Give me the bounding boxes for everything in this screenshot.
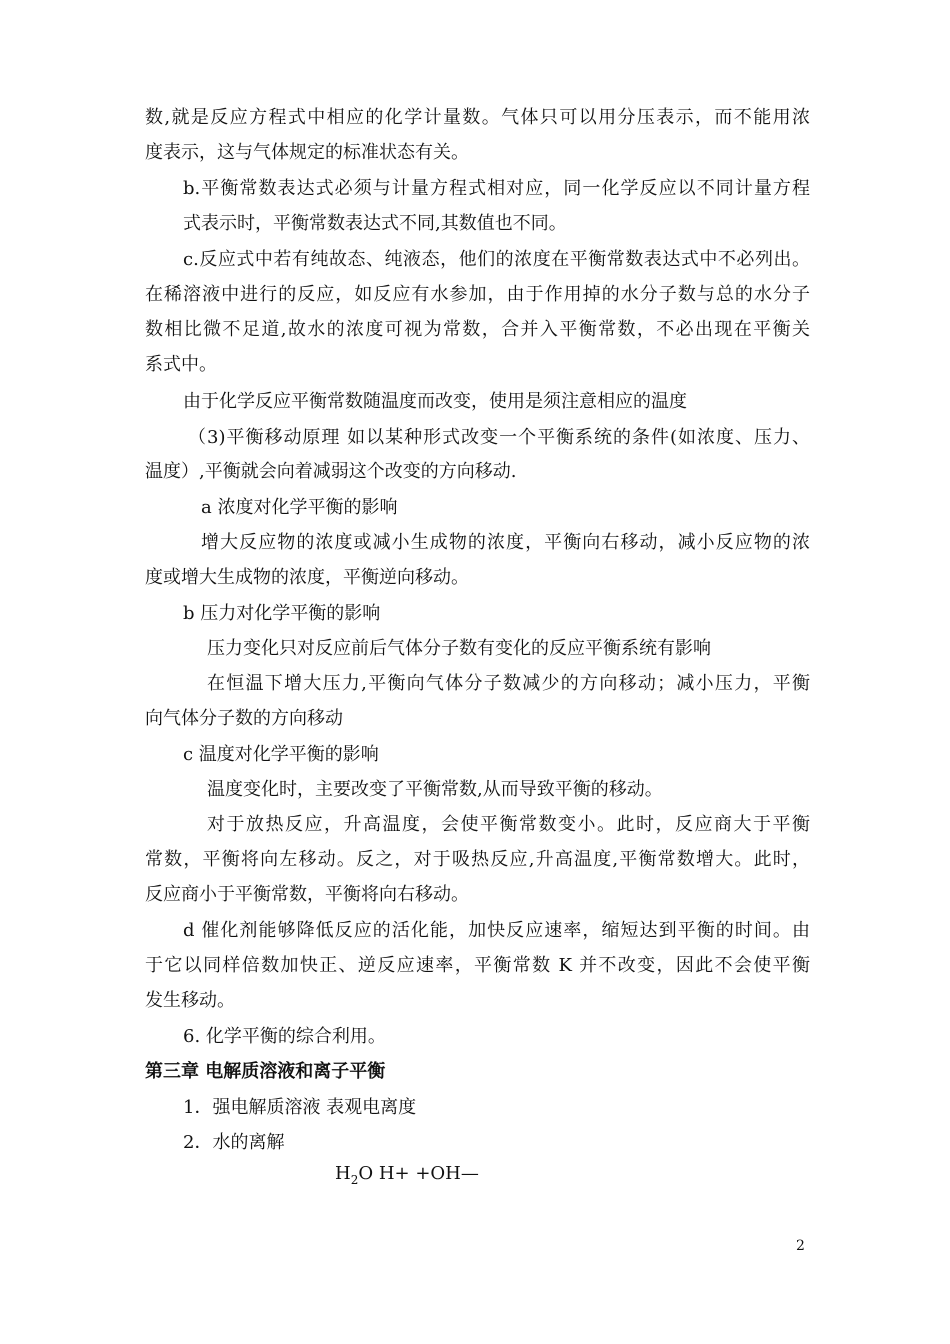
text-line: 由于化学反应平衡常数随温度而改变，使用是须注意相应的温度 bbox=[183, 391, 687, 412]
chapter-heading: 第三章 电解质溶液和离子平衡 bbox=[145, 1061, 386, 1082]
equation-subscript: 2 bbox=[350, 1173, 359, 1187]
text-line: 6. 化学平衡的综合利用。 bbox=[183, 1026, 386, 1047]
text-line: 式表示时，平衡常数表达式不同,其数值也不同。 bbox=[183, 213, 567, 234]
text-line: 在稀溶液中进行的反应，如反应有水参加，由于作用掉的水分子数与总的水分子 bbox=[145, 284, 810, 305]
text-line: 向气体分子数的方向移动 bbox=[145, 708, 343, 729]
water-dissociation-equation bbox=[335, 1162, 479, 1186]
text-line: 在恒温下增大压力,平衡向气体分子数减少的方向移动；减小压力，平衡 bbox=[207, 673, 810, 694]
text-line: 数,就是反应方程式中相应的化学计量数。气体只可以用分压表示，而不能用浓 bbox=[145, 107, 810, 128]
text-line: b 压力对化学平衡的影响 bbox=[183, 603, 381, 624]
text-line: c.反应式中若有纯故态、纯液态，他们的浓度在平衡常数表达式中不必列出。 bbox=[183, 249, 810, 270]
text-line: c 温度对化学平衡的影响 bbox=[183, 744, 379, 765]
text-line: 度表示，这与气体规定的标准状态有关。 bbox=[145, 142, 469, 163]
text-line: 发生移动。 bbox=[145, 990, 235, 1011]
text-line: （3)平衡移动原理 如以某种形式改变一个平衡系统的条件(如浓度、压力、 bbox=[188, 427, 810, 448]
text-line: a 浓度对化学平衡的影响 bbox=[201, 497, 398, 518]
text-line: 2．水的离解 bbox=[183, 1132, 285, 1153]
text-line: 于它以同样倍数加快正、逆反应速率，平衡常数 K 并不改变，因此不会使平衡 bbox=[145, 955, 810, 976]
text-line: 数相比微不足道,故水的浓度可视为常数，合并入平衡常数，不必出现在平衡关 bbox=[145, 319, 810, 340]
text-line: 增大反应物的浓度或减小生成物的浓度，平衡向右移动，减小反应物的浓 bbox=[201, 532, 810, 553]
text-line: 温度变化时，主要改变了平衡常数,从而导致平衡的移动。 bbox=[207, 779, 663, 800]
equation-rest: O H+ +OH— bbox=[358, 1163, 479, 1184]
text-line: 对于放热反应，升高温度，会使平衡常数变小。此时，反应商大于平衡 bbox=[207, 814, 810, 835]
text-line: 1．强电解质溶液 表观电离度 bbox=[183, 1097, 417, 1118]
page-number: 2 bbox=[796, 1238, 805, 1254]
text-line: 度或增大生成物的浓度，平衡逆向移动。 bbox=[145, 567, 469, 588]
text-line: 系式中。 bbox=[145, 354, 217, 375]
text-line: d 催化剂能够降低反应的活化能，加快反应速率，缩短达到平衡的时间。由 bbox=[183, 920, 810, 941]
text-line: 温度）,平衡就会向着减弱这个改变的方向移动. bbox=[145, 461, 517, 482]
text-line: 常数，平衡将向左移动。反之，对于吸热反应,升高温度,平衡常数增大。此时， bbox=[145, 849, 810, 870]
text-line: b.平衡常数表达式必须与计量方程式相对应，同一化学反应以不同计量方程 bbox=[183, 178, 810, 199]
text-line: 反应商小于平衡常数，平衡将向右移动。 bbox=[145, 884, 469, 905]
equation-h: H bbox=[335, 1163, 351, 1184]
text-line: 压力变化只对反应前后气体分子数有变化的反应平衡系统有影响 bbox=[207, 638, 711, 659]
